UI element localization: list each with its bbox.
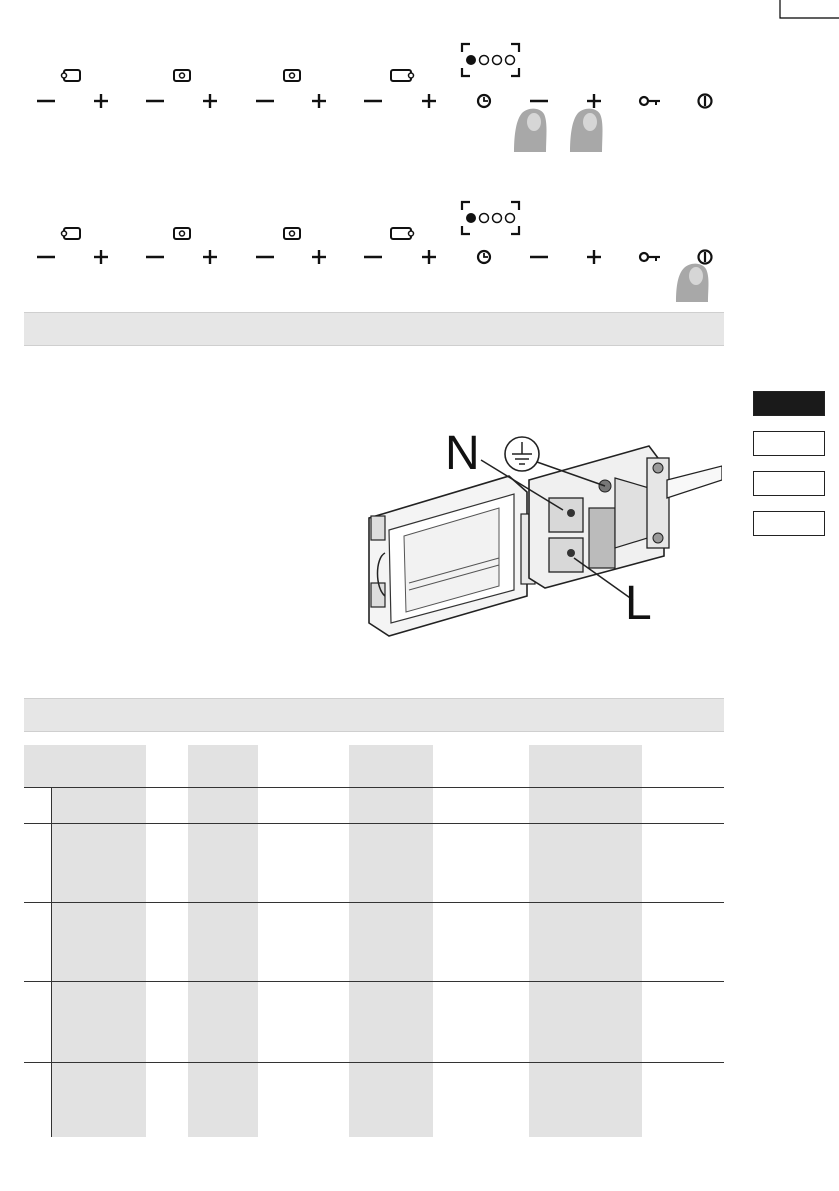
finger-touch-power-icon [676,264,709,302]
table-row [24,1062,724,1063]
terminal-block-figure [349,418,722,638]
neutral-label: N [445,427,480,480]
zone-front-left-icon [62,70,81,81]
table-header-cell [24,745,146,787]
control-panel-2 [24,198,724,308]
control-panel-1-graphic [24,40,724,155]
language-tab-2[interactable] [753,431,825,456]
table-row [24,981,724,982]
language-tab-3[interactable] [753,471,825,496]
table-divider [51,787,52,1137]
zone-rear-left-icon [174,228,190,239]
table-row [24,823,724,824]
crop-marks [0,0,839,40]
language-tab-1[interactable] [753,391,825,416]
key-lock-icon [640,97,660,105]
finger-touch-plus-icon [570,109,603,152]
timer-icon [478,95,490,107]
earth-ground-icon [505,437,539,471]
zone-front-right-icon [391,228,414,239]
table-column-shade-4 [529,745,642,1137]
section-header-band-2 [24,698,724,732]
section-header-band-1 [24,312,724,346]
zone-front-right-icon [391,70,414,81]
power-level-indicator [462,202,519,234]
language-tab-4[interactable] [753,511,825,536]
zone-rear-right-icon [284,228,300,239]
table-row [24,787,724,788]
power-icon [699,251,712,264]
timer-icon [478,251,490,263]
table-column-shade-2 [188,745,258,1137]
table-row [24,902,724,903]
zone-front-left-icon [62,228,81,239]
power-icon [699,95,712,108]
key-lock-icon [640,253,660,261]
control-panel-2-graphic [24,198,724,313]
control-panel-1 [24,40,724,150]
zone-rear-right-icon [284,70,300,81]
table-column-shade-3 [349,745,433,1137]
finger-touch-minus-icon [514,109,547,152]
zone-rear-left-icon [174,70,190,81]
table-column-shade-1 [52,787,146,1137]
live-label: L [625,577,652,630]
power-level-indicator [462,44,519,76]
terminal-block-drawing [349,418,722,638]
